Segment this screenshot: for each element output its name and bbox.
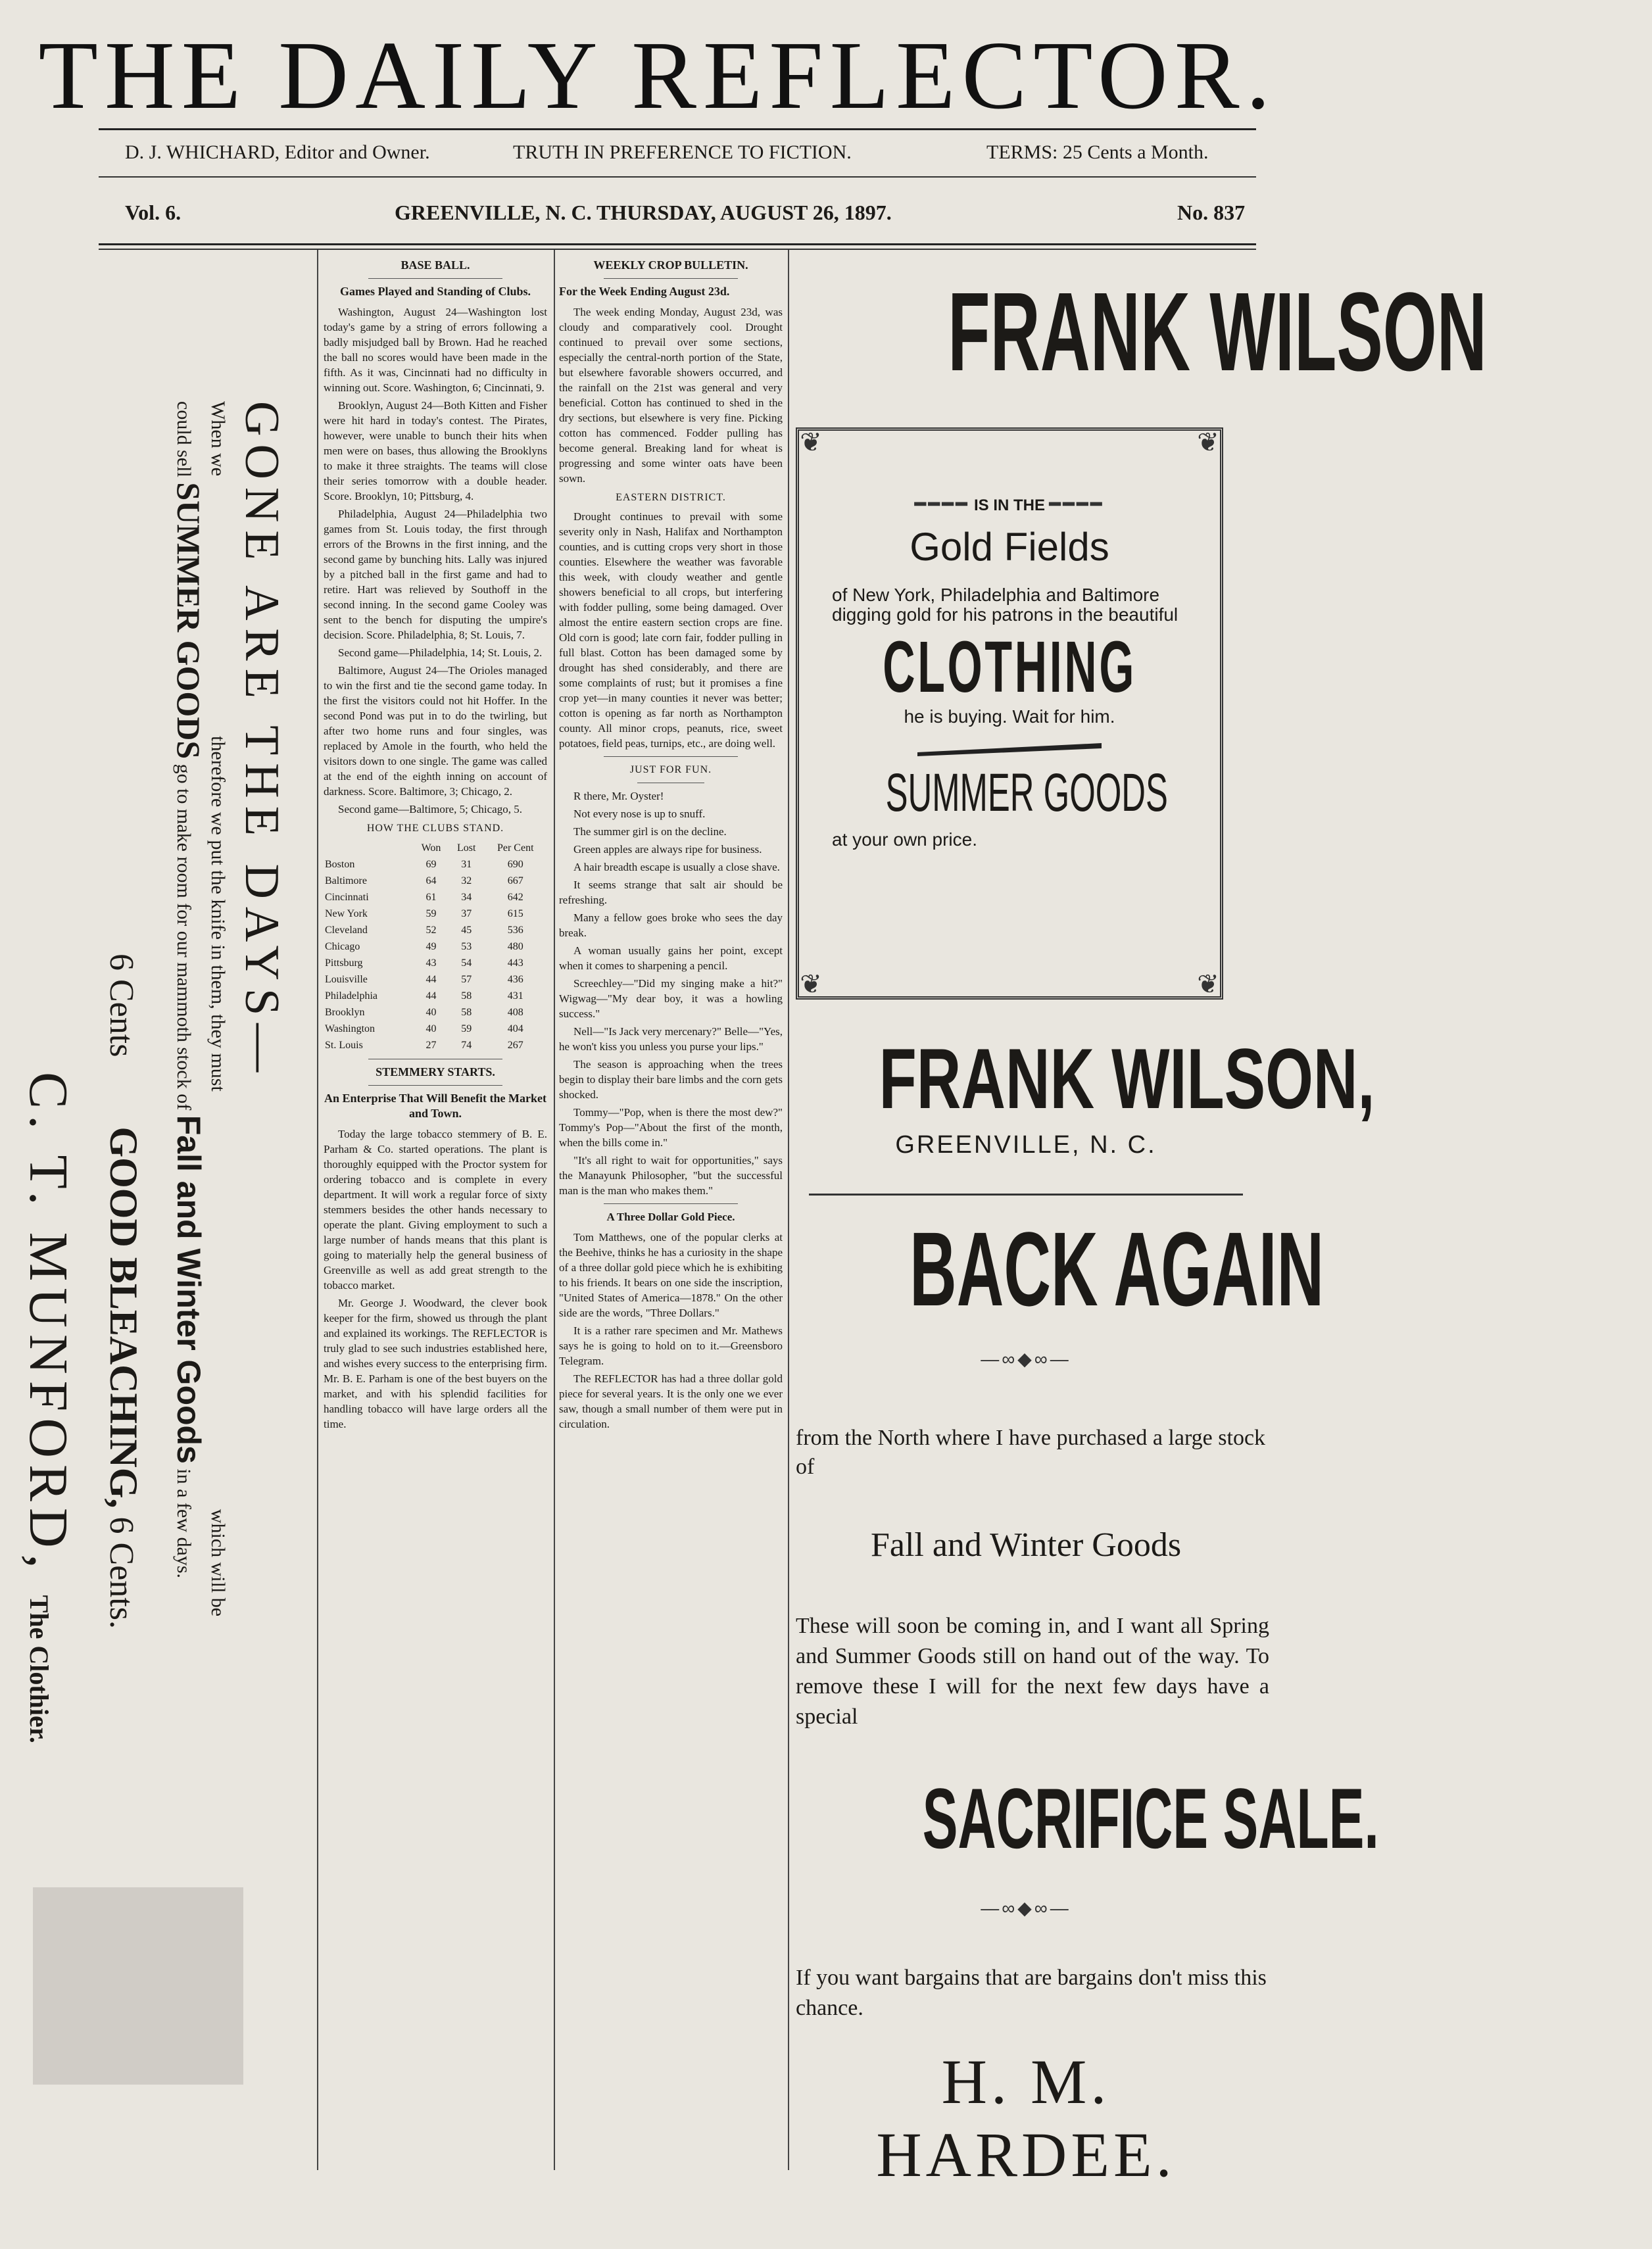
table-cell: 54 [461, 957, 472, 969]
table-cell: 64 [425, 875, 437, 886]
fall-winter: Fall and Winter Goods [870, 1526, 1182, 1564]
fun-line: Nell—"Is Jack very mercenary?" Belle—"Yes, he won't kiss you unless you purse your lips." [559, 1025, 783, 1053]
table-cell: Pittsburg [325, 957, 363, 969]
standings-body [324, 856, 547, 1053]
ornament-divider-icon: —∞◆∞— [981, 1349, 1071, 1369]
column-rule-2 [554, 250, 555, 2170]
table-cell: 431 [507, 990, 523, 1002]
ornament-icon: ❦ [1197, 969, 1219, 1000]
table-row [324, 1004, 547, 1021]
divider [604, 1203, 738, 1204]
table-cell: 58 [461, 1007, 472, 1018]
table-cell: 404 [507, 1023, 523, 1034]
back-again-banner [783, 1210, 1324, 1328]
table-cell: Washington [325, 1023, 376, 1034]
merchant-name: C. T. MUNFORD, [18, 1072, 79, 1575]
table-cell: 57 [461, 974, 472, 985]
table-cell: 69 [425, 859, 437, 870]
table-cell: Cleveland [325, 925, 368, 936]
crop-district-para: Drought continues to prevail with some severity only in Nash, Halifax and Northampton counties, and is cutting crops very short in those counties. Elsewhere the weather was favorable this week, with cloudy weather and gentle showers beneficial to all crops, but interfering with fodder pulling, some being damaged. Over almost the entire eastern section crops are fine. Old corn is good; late corn fair, fodder pulling in full blast. Cotton has been damaged some by drought has shed considerably, and there are some complaints of rust; but it promises a fine crop yet—in many counties it never was better; cotton is opening as far north as Northampton county. All minor crops, peanuts, rice, sweet potatoes, field peas, turnips, etc., are doing well. [559, 510, 783, 750]
gold-fields: Gold Fields [910, 525, 1109, 569]
fun-lines [559, 788, 783, 1198]
table-cell: Louisville [325, 974, 368, 985]
gold-para-2: It is a rather rare specimen and Mr. Mathews says he is going to hold on to it.—Greensboro Telegram. [559, 1324, 783, 1367]
standings-header-cell: Lost [456, 842, 476, 854]
merchant-tag: The Clothier. [24, 1595, 54, 1743]
table-cell: 58 [461, 990, 472, 1002]
fun-line: Green apples are always ripe for business. [573, 843, 762, 856]
ornament-divider-icon: —∞◆∞— [981, 1898, 1071, 1918]
clothing-wrap [799, 627, 1220, 708]
table-cell: Brooklyn [325, 1007, 365, 1018]
gold-para-1: Tom Matthews, one of the popular clerks at the Beehive, thinks he has a curiosity in the shape of a three dollar gold piece which he is exhibiting to his friends. It bears on one side the inscription, "United States of America—1878." On the other side are the words, "Three Dollars." [559, 1231, 783, 1319]
wilson-name2: FRANK WILSON, [879, 1030, 1375, 1126]
munford-line1 [206, 401, 229, 1616]
column-rule-3 [788, 250, 789, 2170]
munford-line2-a: could sell [173, 401, 195, 477]
standings-header-cell: Per Cent [497, 842, 534, 854]
hardee-p1: from the North where I have purchased a large stock of [796, 1426, 1266, 1479]
fun-line: The summer girl is on the decline. [573, 825, 727, 838]
table-cell: 59 [425, 908, 437, 919]
divider [368, 1085, 502, 1086]
table-cell: 536 [507, 925, 523, 936]
wilson-cities: of New York, Philadelphia and Baltimore digging gold for his patrons in the beautiful [832, 585, 1178, 625]
rule-ornament-icon: ━━━━ [1049, 494, 1105, 514]
stemmery-heading: STEMMERY STARTS. [376, 1065, 495, 1078]
munford-line2 [170, 401, 208, 1578]
standings-table [324, 840, 547, 1053]
table-cell: 31 [461, 859, 472, 870]
fun-line: Tommy—"Pop, when is there the most dew?" Tommy's Pop—"About the first of the month, when the bills come in." [559, 1106, 783, 1149]
crop-heading: WEEKLY CROP BULLETIN. [593, 258, 748, 272]
summer-wrap [799, 763, 1220, 823]
table-cell: 443 [507, 957, 523, 969]
table-row [324, 889, 547, 906]
is-in-the [799, 493, 1220, 515]
volume: Vol. 6. [125, 201, 182, 224]
hardee-p3: If you want bargains that are bargains don't miss this chance. [796, 1966, 1267, 2020]
fun-line: It seems strange that salt air should be refreshing. [559, 879, 783, 906]
table-cell: 34 [461, 892, 472, 903]
table-cell: 667 [507, 875, 523, 886]
table-row [324, 1037, 547, 1053]
fun-line: R there, Mr. Oyster! [573, 790, 664, 802]
arrow-icon [799, 740, 1220, 763]
munford-line1-a: When we [207, 401, 229, 477]
table-cell: St. Louis [325, 1040, 363, 1051]
subline-rule [99, 176, 1256, 178]
ornament-icon: ❦ [800, 969, 822, 1000]
crop-subheading: For the Week Ending August 23d. [559, 285, 730, 298]
masthead-title: THE DAILY REFLECTOR. [38, 22, 1277, 130]
table-cell: 690 [507, 859, 523, 870]
munford-line1-b: therefore we put the knife in them, they must [207, 736, 229, 1092]
stemmery-para-1: Today the large tobacco stemmery of B. E. Parham & Co. started operations. The plant is thoroughly equipped with the Proctor system for ordering tobacco and is complete in every department. It will work a regular force of sixty stemmers besides the other hands necessary to operate the plant. Giving employment to such a large number of hands means that this plant is going to materially help the general business of Greenville as well as add great strength to the tobacco market. [324, 1128, 547, 1292]
is-in-label: IS IN THE [973, 496, 1045, 514]
table-cell: 74 [461, 1040, 472, 1051]
munford-line2-b: go to make room for our mammoth stock of [173, 763, 195, 1111]
table-row [324, 955, 547, 971]
table-cell: 45 [461, 925, 472, 936]
table-row [324, 971, 547, 988]
standings-header-row [324, 840, 547, 856]
fun-heading: JUST FOR FUN. [629, 764, 712, 775]
column-crop [559, 255, 783, 1434]
table-cell: 32 [461, 875, 472, 886]
table-cell: 52 [425, 925, 437, 936]
table-cell: Cincinnati [325, 892, 369, 903]
baseball-para-5: Baltimore, August 24—The Orioles managed to win the first and tie the second game today. In the first the visitors could not hit Hoffer. In the second Pond was put in to do the twirling, but after two home runs and four singles, was replaced by Amole in the fourth, who held the visitors down to one single. The game was called at the end of the eighth inning on account of darkness. Score. Baltimore, 3; Chicago, 2. [324, 664, 547, 798]
back-again: BACK AGAIN [910, 1210, 1324, 1328]
crop-district: EASTERN DISTRICT. [616, 492, 726, 503]
divider [604, 756, 738, 757]
buying: he is buying. Wait for him. [904, 706, 1115, 727]
table-cell: Chicago [325, 941, 360, 952]
standings-title: HOW THE CLUBS STAND. [366, 823, 504, 834]
munford-fall-winter: Fall and Winter Goods [170, 1115, 207, 1464]
baseball-para-1: Washington, August 24—Washington lost today's game by a string of errors following a badly misjudged ball by Brown. Had he reached the ball no scores would have been made in the fifth. As it was, Cincinnati had no difficulty in winning out. Score. Washington, 6; Cincinnati, 9. [324, 306, 547, 394]
hardee-name: H. M. HARDEE. [876, 2046, 1176, 2190]
terms: TERMS: 25 Cents a Month. [986, 141, 1209, 163]
baseball-subheading: Games Played and Standing of Clubs. [339, 285, 531, 298]
table-cell: Philadelphia [325, 990, 377, 1002]
wilson-town: GREENVILLE, N. C. [895, 1131, 1157, 1159]
good-bleaching: GOOD BLEACHING, [102, 1126, 145, 1509]
table-cell: 267 [507, 1040, 523, 1051]
munford-line1-c: which will be [207, 1509, 229, 1617]
masthead-rule [99, 128, 1256, 130]
table-row [324, 856, 547, 873]
table-cell: Boston [325, 859, 355, 870]
fun-line: Screechley—"Did my singing make a hit?" Wigwag—"My dear boy, it was a howling success." [559, 977, 783, 1020]
clothing: CLOTHING [883, 627, 1136, 708]
fun-line: Many a fellow goes broke who sees the day break. [559, 911, 783, 939]
summer-goods: SUMMER GOODS [885, 763, 1168, 823]
price-6-cents-2: 6 Cents. [103, 1516, 140, 1629]
at-your-price: at your own price. [832, 829, 977, 850]
baseball-para-4: Second game—Philadelphia, 14; St. Louis, 2. [338, 646, 543, 659]
divider [368, 278, 502, 279]
table-cell: 53 [461, 941, 472, 952]
munford-line2-c: in a few days. [173, 1468, 195, 1579]
table-row [324, 922, 547, 938]
table-cell: 615 [507, 908, 523, 919]
table-cell: 40 [425, 1007, 437, 1018]
table-cell: 49 [425, 941, 437, 952]
motto: TRUTH IN PREFERENCE TO FICTION. [513, 141, 852, 163]
table-cell: Baltimore [325, 875, 367, 886]
baseball-para-3: Philadelphia, August 24—Philadelphia two games from St. Louis today, the first through errors of the Browns in the first inning, and the second game by bunching hits. Lally was injured by a pitched ball in the first game and had to retire. Hart was relieved by Southoff in the second inning. In the second game Cooley was sent to the bench for disputing the umpire's decision. Score. Philadelphia, 8; St. Louis, 7. [324, 508, 547, 641]
munford-prices [101, 954, 146, 1629]
table-cell: 43 [425, 957, 437, 969]
gold-heading: A Three Dollar Gold Piece. [606, 1211, 735, 1223]
fun-line: A hair breadth escape is usually a close shave. [573, 861, 780, 873]
munford-headline: GONE ARE THE DAYS— [235, 401, 289, 1080]
table-cell: 408 [507, 1007, 523, 1018]
wilson-box [796, 427, 1223, 1000]
fun-line: The season is approaching when the trees begin to display their bare limbs and the corn gets shocked. [559, 1058, 783, 1101]
divider [809, 1194, 1243, 1196]
table-cell: 37 [461, 908, 472, 919]
ornament-icon: ❦ [1197, 427, 1219, 458]
dateline-rule [99, 243, 1256, 245]
table-row [324, 988, 547, 1004]
table-cell: 61 [425, 892, 437, 903]
sacrifice-banner [783, 1770, 1379, 1866]
rule-ornament-icon: ━━━━ [914, 494, 970, 514]
fun-line: A woman usually gains her point, except when it comes to sharpening a pencil. [559, 944, 783, 972]
baseball-heading: BASE BALL. [401, 258, 470, 272]
gold-para-3: The REFLECTOR has had a three dollar gold piece for several years. It is the only one we ever saw, though a small number of them were put in circulation. [559, 1372, 783, 1430]
table-cell: 436 [507, 974, 523, 985]
table-row [324, 906, 547, 922]
wilson-name: FRANK WILSON [948, 270, 1487, 395]
table-cell: 642 [507, 892, 523, 903]
table-cell: 44 [425, 990, 437, 1002]
place-date: GREENVILLE, N. C. THURSDAY, AUGUST 26, 1897. [395, 201, 892, 224]
dateline-rule-2 [99, 249, 1256, 250]
standings-header-cell [324, 840, 413, 856]
crop-para-1: The week ending Monday, August 23d, was cloudy and comparatively cool. Drought continued to prevail over some sections, especially the central-north portion of the State, but elsewhere favorable showers occurred, and the rainfall on the 21st was general and very beneficial. Cotton has continued to shed in the dry sections, but elsewhere is very fine. Picking cotton has commenced. Fodder pulling has become general. Breaking land for wheat is progressing and some winter oats have been sown. [559, 306, 783, 485]
hardee-p2: These will soon be coming in, and I want all Spring and Summer Goods still on hand out of the way. To remove these I will for the next few days have a special [796, 1614, 1269, 1729]
table-row [324, 873, 547, 889]
price-6-cents: 6 Cents [103, 954, 140, 1057]
munford-ad [0, 362, 289, 2249]
wilson-name-banner [783, 270, 1487, 395]
editor-line: D. J. WHICHARD, Editor and Owner. [125, 141, 430, 163]
sacrifice-sale: SACRIFICE SALE. [922, 1770, 1379, 1866]
issue-number: No. 837 [1177, 201, 1246, 224]
baseball-para-2: Brooklyn, August 24—Both Kitten and Fisher were hit hard in today's contest. The Pirates, however, were unable to bunch their hits when men were on bases, thus allowing the Brooklyns to make it three straights. The teams will close their series tomorrow with a double header. Score. Brooklyn, 10; Pittsburg, 4. [324, 399, 547, 502]
table-cell: 44 [425, 974, 437, 985]
table-cell: 480 [507, 941, 523, 952]
table-cell: 59 [461, 1023, 472, 1034]
column-baseball [324, 255, 547, 1434]
wilson-name2-banner [783, 1029, 1375, 1128]
arrow-svg [911, 740, 1108, 760]
ornament-icon: ❦ [800, 427, 822, 458]
table-row [324, 1021, 547, 1037]
baseball-para-6: Second game—Baltimore, 5; Chicago, 5. [338, 803, 522, 815]
divider [604, 278, 738, 279]
stemmery-subheading: An Enterprise That Will Benefit the Market and Town. [324, 1092, 547, 1120]
stemmery-para-2: Mr. George J. Woodward, the clever book keeper for the firm, showed us through the plant and explained its workings. The REFLECTOR is truly glad to see such industries established here, and wishes every success to the enterprising firm. Mr. B. E. Parham is one of the best buyers on the market, and with his splendid facilities for handling tobacco will have large orders all the time. [324, 1297, 547, 1430]
table-row [324, 938, 547, 955]
fun-line: "It's all right to wait for opportunities," says the Manayunk Philosopher, "but the successful man is the man who makes them." [559, 1154, 783, 1197]
standings-header-cell: Won [421, 842, 441, 854]
table-cell: 27 [425, 1040, 437, 1051]
munford-summer-goods: SUMMER GOODS [170, 482, 207, 760]
table-cell: New York [325, 908, 368, 919]
column-rule-1 [317, 250, 318, 2170]
munford-merchant [16, 1072, 80, 1743]
fun-line: Not every nose is up to snuff. [573, 808, 706, 820]
table-cell: 40 [425, 1023, 437, 1034]
